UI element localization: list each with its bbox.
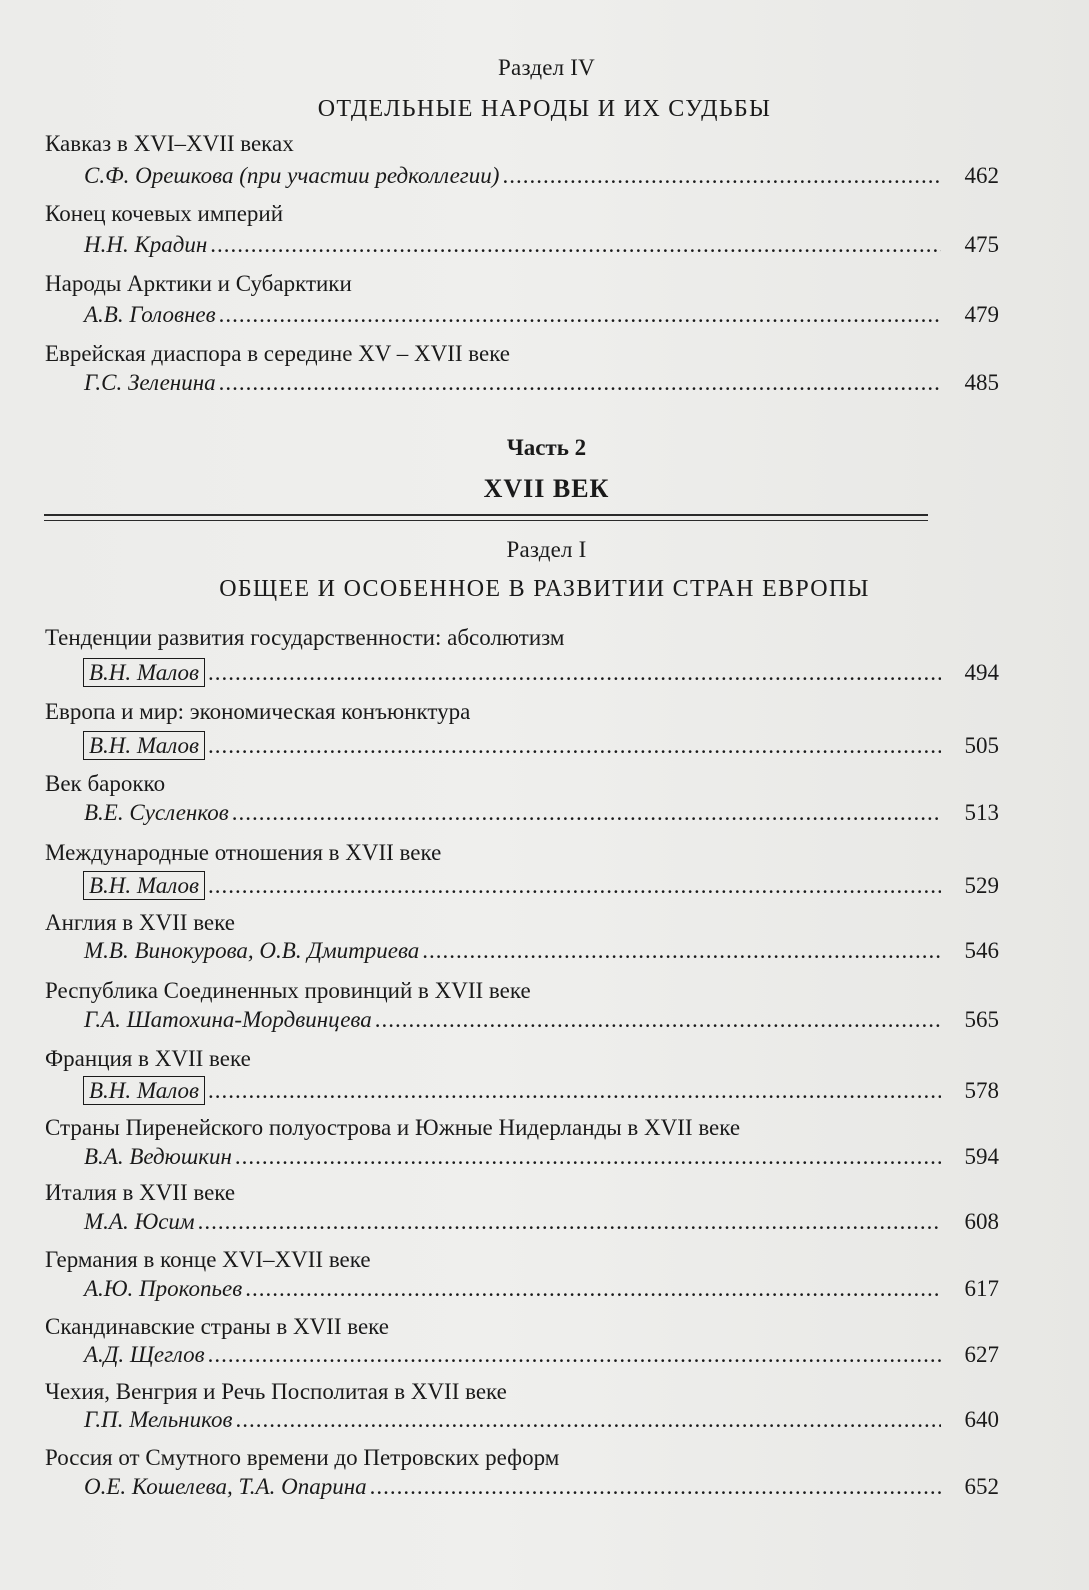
leader-dots [210,232,941,258]
entry-author: С.Ф. Орешкова (при участии редколлегии) [84,163,500,188]
entry-page-number: 529 [964,873,999,898]
entry-page-number: 513 [964,800,999,825]
entry-title: Англия в XVII веке [45,910,235,935]
entry-page-number: 617 [964,1276,999,1301]
entry-author: М.В. Винокурова, О.В. Дмитриева [84,938,420,963]
entry-author-line [84,1276,999,1306]
entry-author-line [84,1007,999,1037]
entry-title: Республика Соединенных провинций в XVII веке [45,978,531,1003]
divider-rule [44,514,928,516]
entry-title: Чехия, Венгрия и Речь Посполитая в XVII веке [45,1379,507,1404]
entry-title: Россия от Смутного времени до Петровских реформ [45,1445,560,1470]
entry-author: Г.С. Зеленина [84,370,216,395]
entry-author: В.Н. Малов [83,1076,205,1105]
leader-dots [208,733,941,759]
entry-title: Кавказ в XVI–XVII веках [45,131,294,156]
entry-author: В.Н. Малов [83,731,205,760]
entry-page-number: 608 [964,1209,999,1234]
entry-page-number: 505 [964,733,999,758]
entry-author-line [84,163,999,193]
entry-author: В.Н. Малов [83,871,205,900]
entry-author-line [84,232,999,262]
entry-title: Европа и мир: экономическая конъюнктура [45,699,471,724]
leader-dots [208,1342,941,1368]
entry-title: Конец кочевых империй [45,201,284,226]
entry-author: Г.А. Шатохина-Мордвинцева [84,1007,372,1032]
entry-author: А.В. Головнев [84,302,216,327]
entry-author-line [84,1076,999,1106]
entry-title: Народы Арктики и Субарктики [45,271,352,296]
leader-dots [235,1144,941,1170]
leader-dots [370,1474,941,1500]
entry-page-number: 475 [964,232,999,257]
entry-author: В.Н. Малов [83,658,205,687]
entry-title: Еврейская диаспора в середине XV – XVII веке [45,341,511,366]
entry-title: Италия в XVII веке [45,1180,236,1205]
entry-author-line [84,658,999,688]
entry-author: А.Ю. Прокопьев [84,1276,243,1301]
entry-author: В.А. Ведюшкин [84,1144,232,1169]
entry-title: Скандинавские страны в XVII веке [45,1314,389,1339]
entry-author: В.Е. Сусленков [84,800,229,825]
entry-title: Франция в XVII веке [45,1046,251,1071]
entry-author: М.А. Юсим [84,1209,195,1234]
entry-author: Г.П. Мельников [84,1407,233,1432]
entry-author-line [84,1474,999,1504]
entry-author-line [84,1342,999,1372]
entry-author-line [84,1209,999,1239]
leader-dots [502,163,941,189]
entry-page-number: 578 [964,1078,999,1103]
part-title: XVII ВЕК [483,474,610,503]
leader-dots [235,1407,941,1433]
entry-author-line [84,1144,999,1174]
entry-author-line [84,1407,999,1437]
entry-author: О.Е. Кошелева, Т.А. Опарина [84,1474,367,1499]
entry-author-line [84,731,999,761]
entry-page-number: 485 [964,370,999,395]
divider-rule [44,520,928,521]
entry-author: А.Д. Щеглов [84,1342,205,1367]
entry-page-number: 594 [964,1144,999,1169]
entry-page-number: 546 [964,938,999,963]
entry-title: Международные отношения в XVII веке [45,840,442,865]
leader-dots [245,1276,941,1302]
section-iv-label: Раздел IV [498,55,595,80]
leader-dots [208,660,941,686]
entry-author-line [84,938,999,968]
entry-author: Н.Н. Крадин [84,232,208,257]
entry-page-number: 462 [964,163,999,188]
entry-page-number: 494 [964,660,999,685]
entry-page-number: 652 [964,1474,999,1499]
entry-page-number: 640 [964,1407,999,1432]
entry-title: Германия в конце XVI–XVII веке [45,1247,371,1272]
leader-dots [219,370,941,396]
leader-dots [198,1209,941,1235]
part-label: Часть 2 [506,435,587,460]
entry-author-line [84,871,999,901]
entry-title: Страны Пиренейского полуострова и Южные Нидерланды в XVII веке [45,1115,741,1140]
leader-dots [232,800,941,826]
leader-dots [219,302,941,328]
entry-author-line [84,302,999,332]
leader-dots [208,873,941,899]
entry-author-line [84,800,999,830]
entry-author-line [84,370,999,400]
section-i-title: ОБЩЕЕ И ОСОБЕННОЕ В РАЗВИТИИ СТРАН ЕВРОПЫ [219,576,870,602]
section-i-label: Раздел I [506,537,587,562]
entry-title: Век барокко [45,771,166,796]
leader-dots [208,1078,941,1104]
entry-page-number: 479 [964,302,999,327]
section-iv-title: ОТДЕЛЬНЫЕ НАРОДЫ И ИХ СУДЬБЫ [317,96,772,122]
entry-title: Тенденции развития государственности: абсолютизм [45,625,565,650]
entry-page-number: 627 [964,1342,999,1367]
leader-dots [422,938,941,964]
leader-dots [375,1007,941,1033]
entry-page-number: 565 [964,1007,999,1032]
